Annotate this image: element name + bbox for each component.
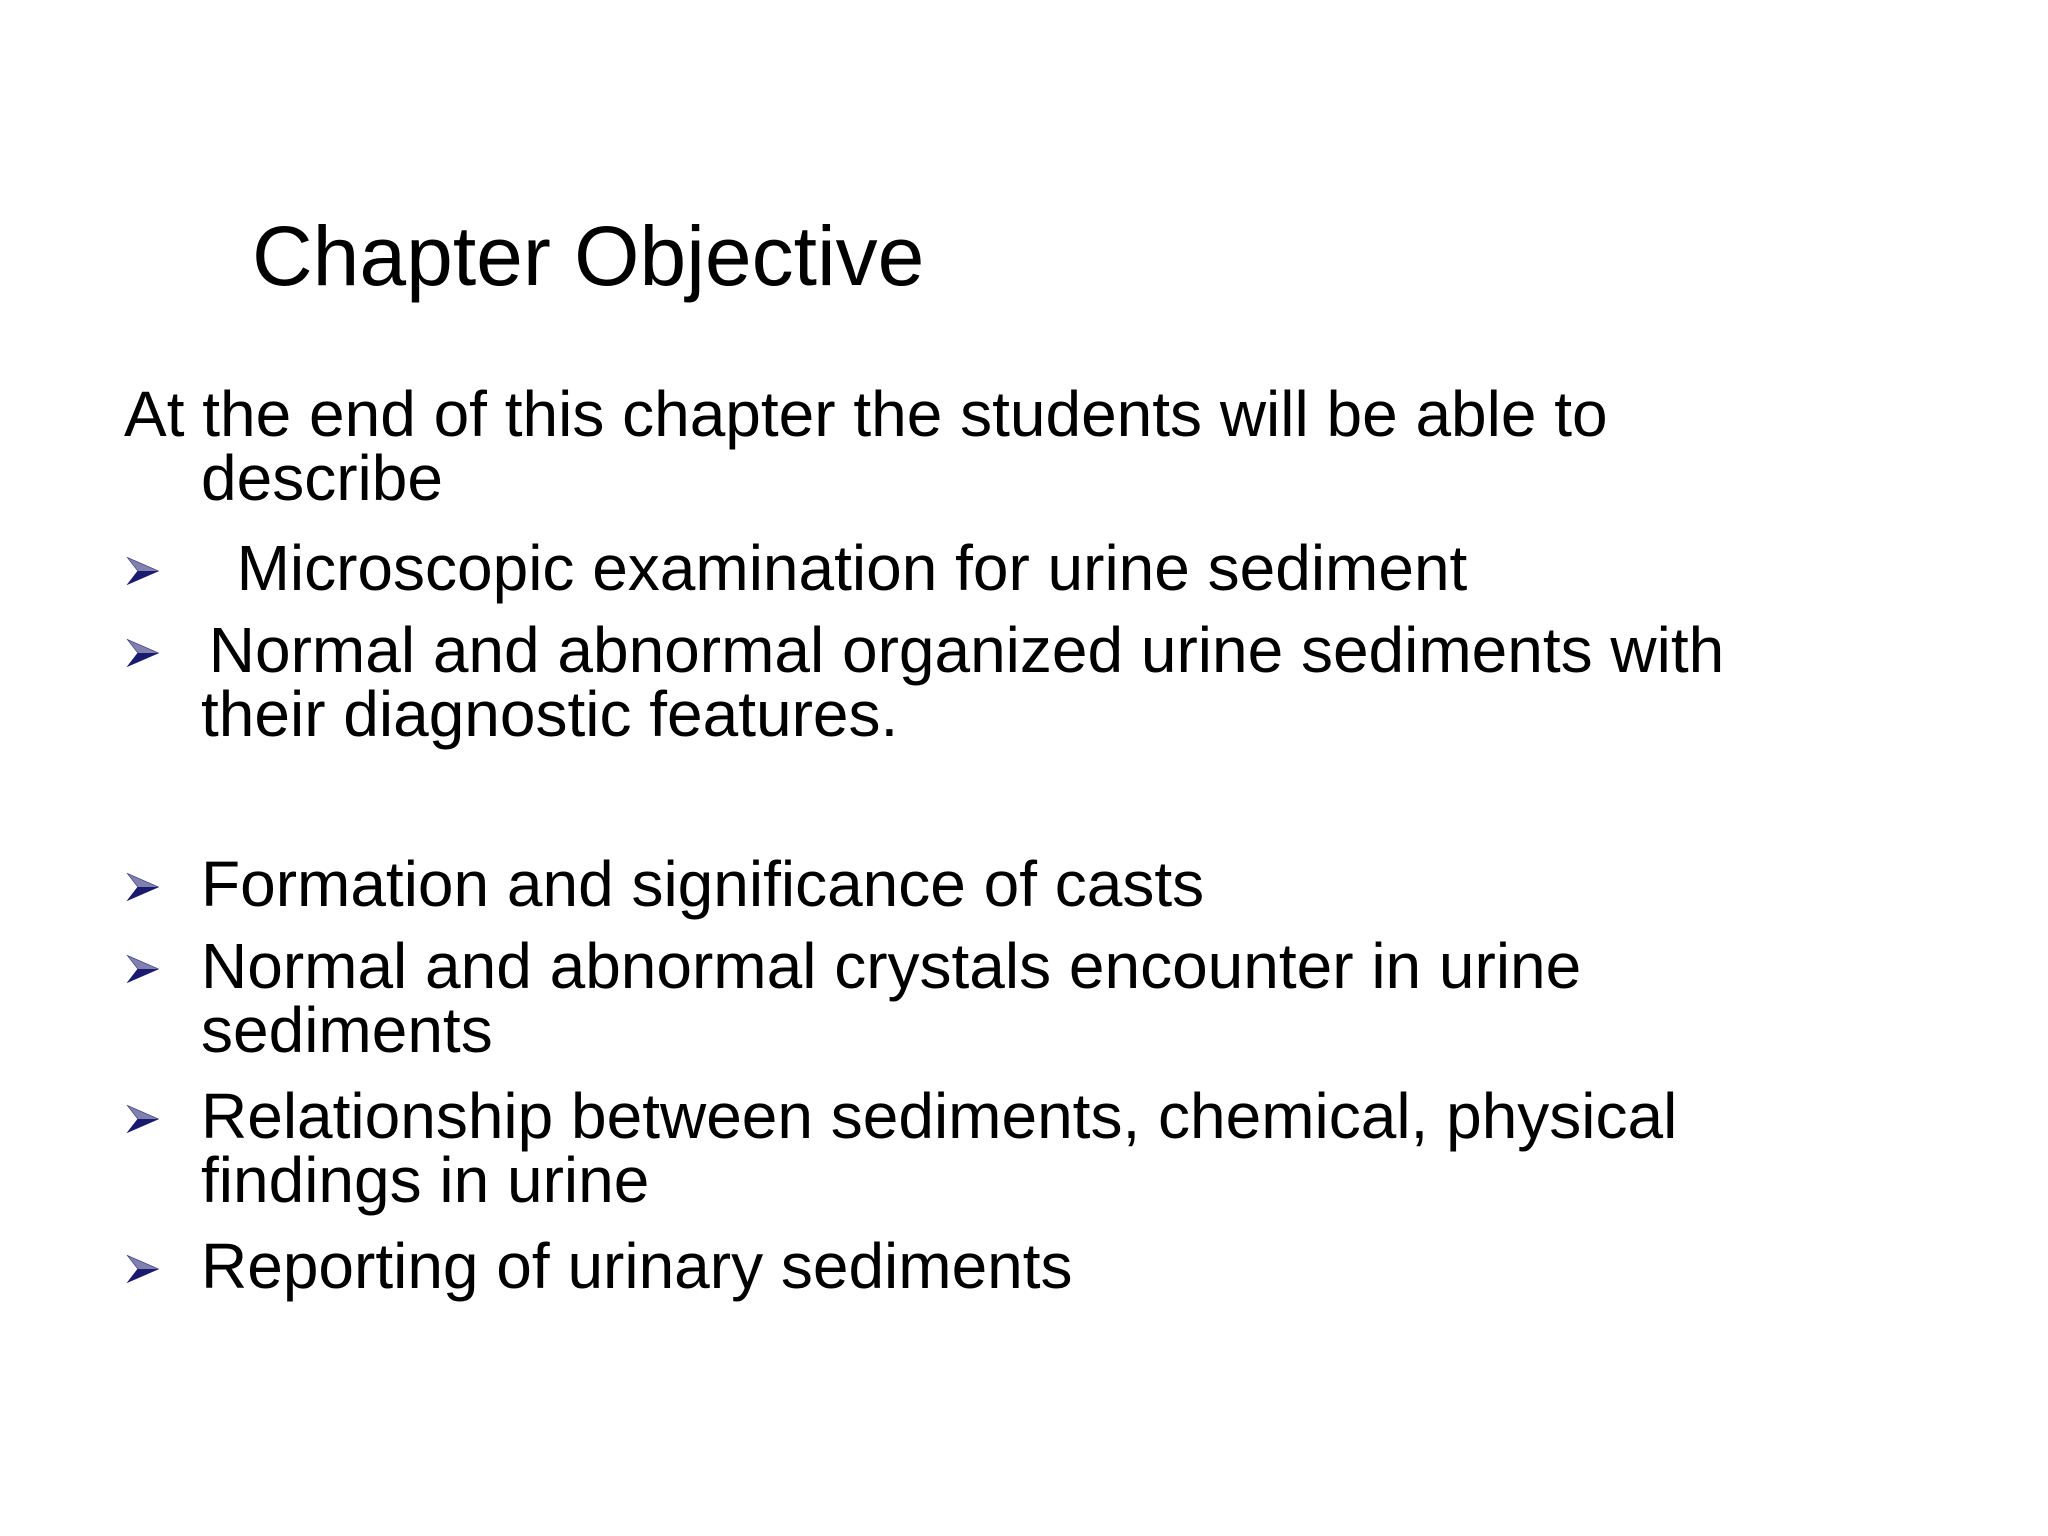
list-item-line-2: their diagnostic features.: [201, 678, 899, 750]
intro-line-2: describe: [201, 442, 443, 514]
list-item: [124, 614, 1944, 750]
arrowhead-bullet-icon: [126, 852, 162, 916]
intro-line-1: At the end of this chapter the students will be able to: [124, 378, 1608, 450]
list-item-line-1: Formation and significance of casts: [201, 848, 1205, 920]
list-item: [124, 848, 1944, 920]
list-item-line-1: Normal and abnormal crystals encounter in urine: [201, 930, 1582, 1002]
intro-text: [124, 378, 1944, 514]
arrowhead-bullet-icon: [126, 1084, 162, 1148]
arrowhead-bullet-icon: [126, 618, 162, 682]
list-item: [124, 532, 1944, 604]
list-item-line-1: Microscopic examination for urine sediment: [201, 532, 1468, 604]
slide-title: Chapter Objective: [252, 209, 925, 303]
list-item-text: [124, 1080, 1944, 1216]
list-item-line-2: findings in urine: [201, 1144, 650, 1216]
arrowhead-bullet-icon: [126, 536, 162, 600]
list-item: [124, 1080, 1944, 1216]
list-item-text: [124, 532, 1944, 604]
list-item-line-2: sediments: [201, 994, 493, 1066]
list-item-text: [124, 1230, 1944, 1302]
list-item-text: [124, 848, 1944, 920]
list-item-line-1: Normal and abnormal organized urine sediments with: [191, 614, 1725, 686]
list-item-line-1: Reporting of urinary sediments: [201, 1230, 1073, 1302]
list-item: [124, 930, 1944, 1066]
list-item-line-1: Relationship between sediments, chemical, physical: [201, 1080, 1678, 1152]
arrowhead-bullet-icon: [126, 1234, 162, 1298]
arrowhead-bullet-icon: [126, 934, 162, 998]
list-item-text: [124, 930, 1944, 1066]
list-item-text: [124, 614, 1944, 750]
list-item: [124, 1230, 1944, 1302]
